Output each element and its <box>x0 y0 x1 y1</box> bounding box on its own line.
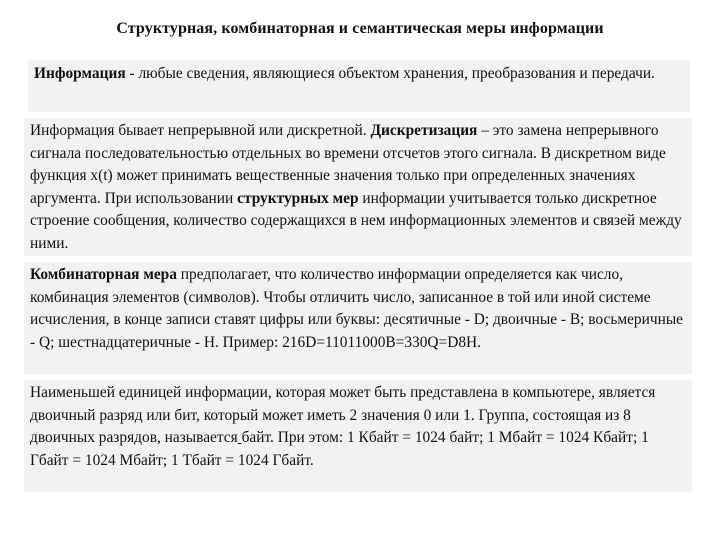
term-discretization: Дискретизация <box>370 122 478 139</box>
text-segment: информации учитывается только дискретное строение сообщения, количество содержащихся в нем информационных элементов и связей между ними. <box>30 189 682 252</box>
text-segment: предполагает, что количество информации определяется как число, комбинация элементов (символов). Чтобы отличить число, записанное в той или иной системе исчисления, в конце записи ставят цифры или буквы: десятичные - D; двоичные - B; восьмеричные - Q; шестнадцатеричные - H. Пример: 216D=11011000B=330Q=D8H. <box>30 266 683 351</box>
units-paragraph <box>30 382 690 472</box>
term-combinatorial-measure: Комбинаторная мера <box>30 266 177 283</box>
text-segment: который может иметь 2 значения 0 или 1. Группа, состоящая из 8 двоичных разрядов, называется <box>30 406 631 446</box>
text-segment: – это замена непрерывного сигнала последовательностью отдельных во времени отсчетов этого сигнала. В дискретном виде функция x(t) может принимать вещественные значения только при определенных значениях аргумента. При использовании <box>30 122 666 207</box>
definition-paragraph <box>34 63 684 86</box>
underlined-comma: , <box>196 406 200 424</box>
term-information: Информация <box>34 65 126 82</box>
definition-text: - любые сведения, являющиеся объектом хранения, преобразования и передачи. <box>125 65 655 82</box>
term-structural-measures: структурных мер <box>237 189 359 207</box>
page-title: Структурная, комбинаторная и семантическая меры информации <box>116 20 604 37</box>
combinatorial-paragraph <box>30 264 690 354</box>
text-segment: байт. При этом: 1 Кбайт = 1024 байт; 1 Мбайт = 1024 Кбайт; 1 Гбайт = 1024 Мбайт; 1 Тбайт = 1024 Гбайт. <box>30 429 649 469</box>
text-segment: Наименьшей единицей информации, которая может быть представлена в компьютере, является двоичный разряд или бит <box>30 384 656 424</box>
text-segment: Информация бывает непрерывной или дискретной. <box>30 122 371 139</box>
structural-paragraph <box>30 120 690 255</box>
